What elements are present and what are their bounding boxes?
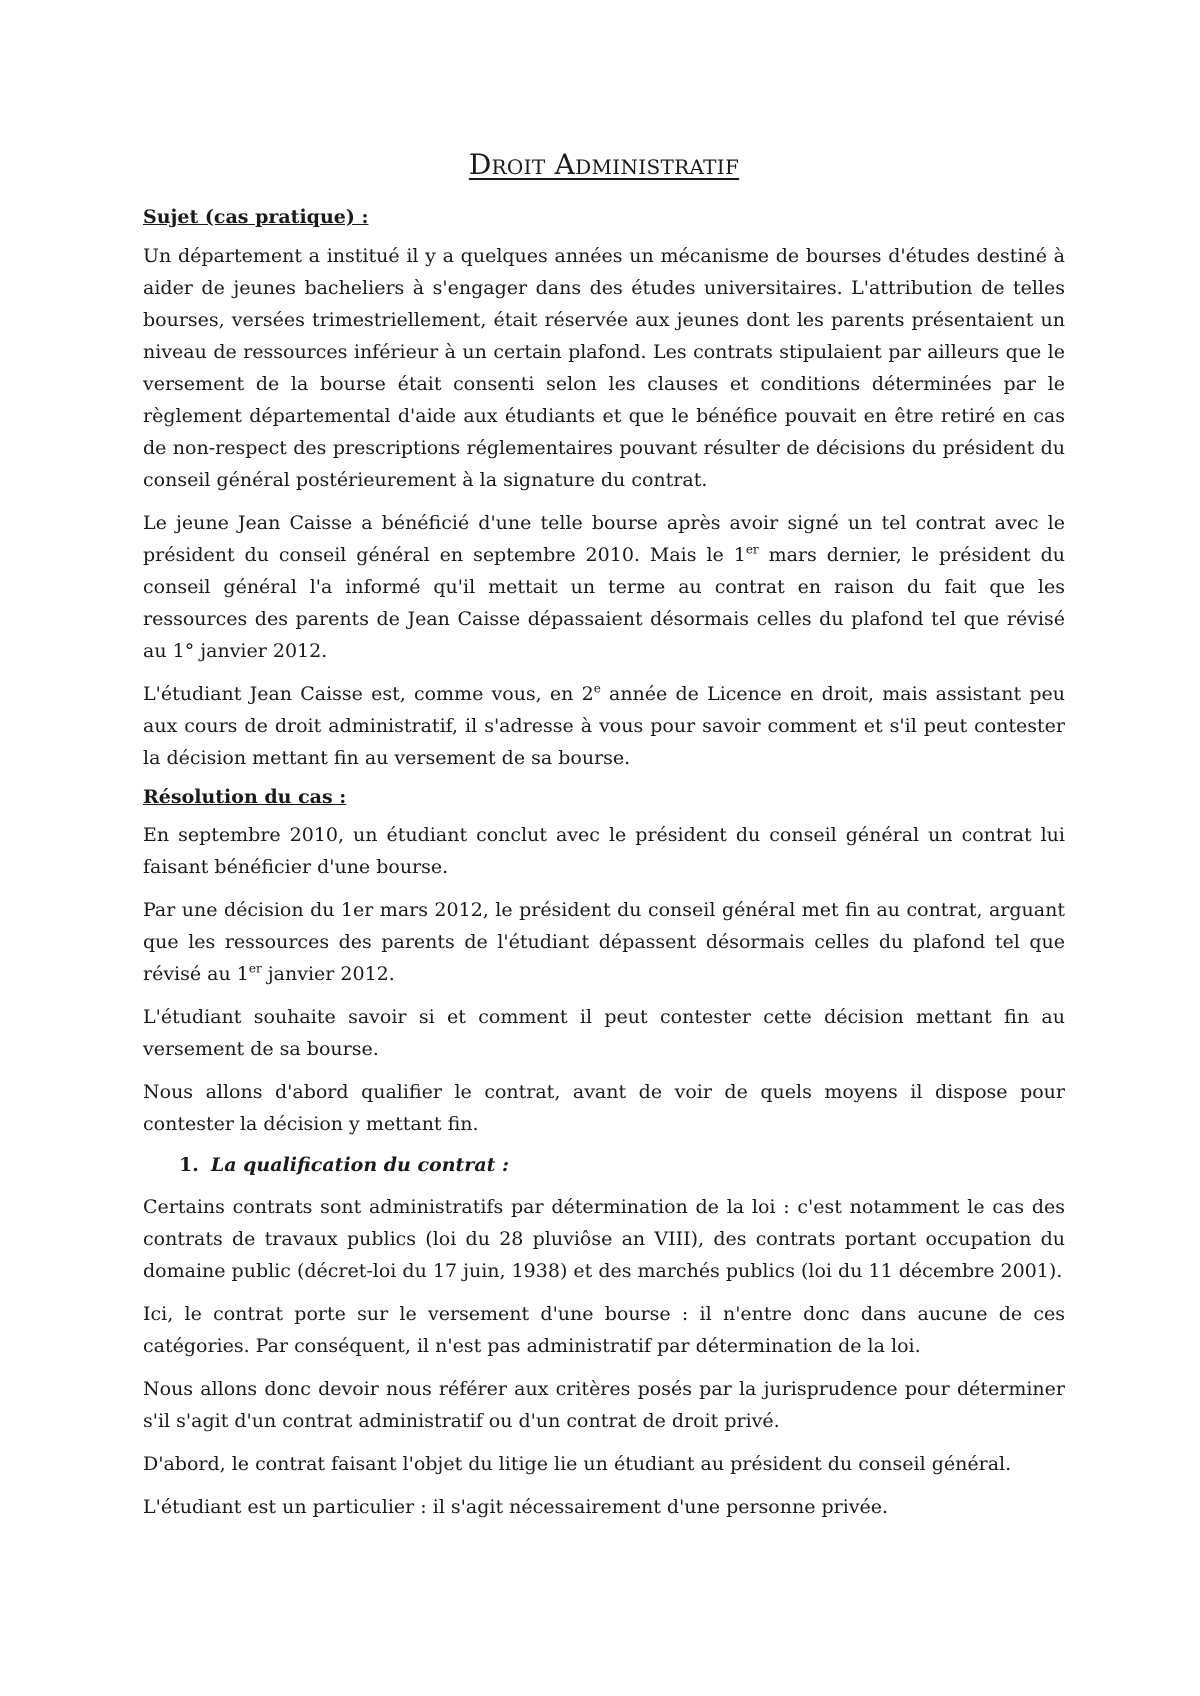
resolution-paragraph-1: En septembre 2010, un étudiant conclut avec le président du conseil général un contrat lui faisant bénéficier d'une bourse. xyxy=(143,824,1065,879)
qualification-paragraph-4: D'abord, le contrat faisant l'objet du litige lie un étudiant au président du conseil général. xyxy=(143,1453,1012,1476)
sujet-p2-superscript: er xyxy=(745,542,759,557)
resolution-paragraph-3: L'étudiant souhaite savoir si et comment il peut contester cette décision mettant fin au versement de sa bourse. xyxy=(143,1006,1065,1061)
qualification-paragraph-2: Ici, le contrat porte sur le versement d'une bourse : il n'entre donc dans aucune de ces catégories. Par conséquent, il n'est pas administratif par détermination de la loi. xyxy=(143,1303,1065,1358)
sujet-p2-text-b: mars dernier, le président du conseil général l'a informé qu'il mettait un terme au contrat en raison du fait que les ressources des parents de Jean Caisse dépassaient désormais celles du plafond tel que révisé au 1° janvier 2012. xyxy=(143,543,1065,662)
sujet-paragraph-2 xyxy=(143,507,1065,667)
sujet-p2-text-a: Le jeune Jean Caisse a bénéficié d'une telle bourse après avoir signé un tel contrat avec le président du conseil général en septembre 2010. Mais le 1 xyxy=(143,511,1065,566)
document-page xyxy=(143,140,1065,1534)
resolution-p2-text-a: Par une décision du 1er mars 2012, le président du conseil général met fin au contrat, arguant que les ressources des parents de l'étudiant dépassent désormais celles du plafond tel que révisé au 1 xyxy=(143,899,1065,986)
document-title: Droit Administratif xyxy=(468,148,740,181)
sujet-paragraph-1: Un département a institué il y a quelques années un mécanisme de bourses d'études destiné à aider de jeunes bacheliers à s'engager dans des études universitaires. L'attribution de telles bourses, versées trimestriellement, était réservée aux jeunes dont les parents présentaient un niveau de ressources inférieur à un certain plafond. Les contrats stipulaient par ailleurs que le versement de la bourse était consenti selon les clauses et conditions déterminées par le règlement départemental d'aide aux étudiants et que le bénéfice pouvait en être retiré en cas de non-respect des prescriptions réglementaires pouvant résulter de décisions du président du conseil général postérieurement à la signature du contrat. xyxy=(143,244,1065,491)
resolution-p2-superscript: er xyxy=(248,962,262,977)
resolution-paragraph-4: Nous allons d'abord qualifier le contrat, avant de voir de quels moyens il dispose pour contester la décision y mettant fin. xyxy=(143,1081,1065,1136)
qualification-paragraph-1: Certains contrats sont administratifs par détermination de la loi : c'est notamment le cas des contrats de travaux publics (loi du 28 pluviôse an VIII), des contrats portant occupation du domaine public (décret-loi du 17 juin, 1938) et des marchés publics (loi du 11 décembre 2001). xyxy=(143,1196,1065,1283)
qualification-paragraph-3: Nous allons donc devoir nous référer aux critères posés par la jurisprudence pour déterminer s'il s'agit d'un contrat administratif ou d'un contrat de droit privé. xyxy=(143,1378,1065,1433)
subsection-number: 1. xyxy=(179,1154,199,1177)
sujet-p3-text-b: année de Licence en droit, mais assistant peu aux cours de droit administratif, il s'adresse à vous pour savoir comment et s'il peut contester la décision mettant fin au versement de sa bourse. xyxy=(143,682,1065,769)
subsection-title: La qualification du contrat : xyxy=(210,1154,510,1177)
section-heading-sujet: Sujet (cas pratique) : xyxy=(143,206,369,228)
sujet-p3-text-a: L'étudiant Jean Caisse est, comme vous, en 2 xyxy=(143,682,594,705)
section-heading-resolution: Résolution du cas : xyxy=(143,785,347,808)
sujet-p3-superscript: e xyxy=(593,681,601,696)
resolution-paragraph-2 xyxy=(143,894,1065,990)
sujet-paragraph-3 xyxy=(143,678,1065,774)
subsection-heading-qualification xyxy=(179,1151,1065,1179)
qualification-paragraph-5: L'étudiant est un particulier : il s'agit nécessairement d'une personne privée. xyxy=(143,1496,889,1519)
resolution-p2-text-b: janvier 2012. xyxy=(261,963,395,986)
